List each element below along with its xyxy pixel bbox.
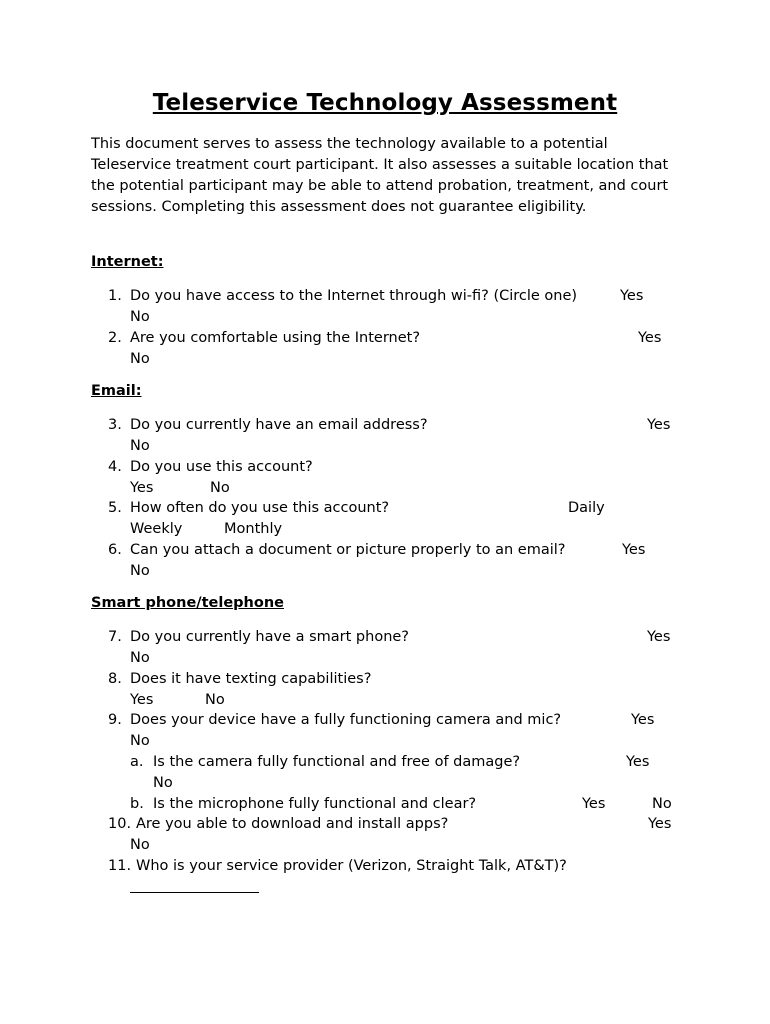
option-no[interactable]: No [130, 351, 150, 367]
question-number: 3. [108, 417, 122, 433]
option-yes[interactable]: Yes [647, 629, 671, 645]
question-number: 5. [108, 500, 122, 516]
option-no[interactable]: No [153, 775, 173, 791]
section-heading-phone: Smart phone/telephone [91, 595, 284, 611]
option-daily[interactable]: Daily [568, 500, 605, 516]
sub-question-letter: a. [130, 754, 144, 770]
question-number: 11. [108, 858, 132, 874]
question-number: 8. [108, 671, 122, 687]
question-11-text: Who is your service provider (Verizon, Straight Talk, AT&T)? [136, 858, 567, 874]
option-no[interactable]: No [130, 309, 150, 325]
option-no[interactable]: No [130, 733, 150, 749]
option-no[interactable]: No [130, 837, 150, 853]
option-yes[interactable]: Yes [620, 288, 644, 304]
sub-question-letter: b. [130, 796, 144, 812]
option-no[interactable]: No [652, 796, 672, 812]
option-yes[interactable]: Yes [130, 692, 154, 708]
option-yes[interactable]: Yes [648, 816, 672, 832]
option-no[interactable]: No [130, 650, 150, 666]
option-yes[interactable]: Yes [582, 796, 606, 812]
question-1-text: Do you have access to the Internet through wi-fi? (Circle one) [130, 288, 578, 304]
question-number: 4. [108, 459, 122, 475]
question-5-text: How often do you use this account? [130, 500, 390, 516]
question-number: 2. [108, 330, 122, 346]
option-yes[interactable]: Yes [638, 330, 662, 346]
option-yes[interactable]: Yes [647, 417, 671, 433]
option-yes[interactable]: Yes [631, 712, 655, 728]
question-number: 6. [108, 542, 122, 558]
question-number: 1. [108, 288, 122, 304]
option-no[interactable]: No [130, 438, 150, 454]
section-heading-email: Email: [91, 383, 142, 399]
option-no[interactable]: No [205, 692, 225, 708]
question-8-text: Does it have texting capabilities? [130, 671, 372, 687]
option-yes[interactable]: Yes [626, 754, 650, 770]
question-9a-text: Is the camera fully functional and free of damage? [153, 754, 521, 770]
option-no[interactable]: No [210, 480, 230, 496]
question-6-text: Can you attach a document or picture properly to an email? [130, 542, 566, 558]
question-9b-text: Is the microphone fully functional and clear? [153, 796, 477, 812]
option-yes[interactable]: Yes [130, 480, 154, 496]
question-number: 10. [108, 816, 132, 832]
section-heading-internet: Internet: [91, 254, 164, 270]
option-weekly[interactable]: Weekly [130, 521, 183, 537]
question-3-text: Do you currently have an email address? [130, 417, 428, 433]
question-7-text: Do you currently have a smart phone? [130, 629, 409, 645]
document-title: Teleservice Technology Assessment [152, 90, 618, 116]
question-number: 9. [108, 712, 122, 728]
question-2-text: Are you comfortable using the Internet? [130, 330, 421, 346]
option-no[interactable]: No [130, 563, 150, 579]
question-9-text: Does your device have a fully functioning camera and mic? [130, 712, 562, 728]
question-4-text: Do you use this account? [130, 459, 313, 475]
question-10-text: Are you able to download and install apps? [136, 816, 449, 832]
question-number: 7. [108, 629, 122, 645]
intro-paragraph: This document serves to assess the technology available to a potential Teleservice treatment court participant. It also assesses a suitable location that the potential participant may be able to attend probation, treatment, and court sessions. Completing this assessment does not guarantee eligibility. [91, 136, 669, 215]
option-monthly[interactable]: Monthly [224, 521, 283, 537]
option-yes[interactable]: Yes [622, 542, 646, 558]
answer-blank-line[interactable] [130, 892, 259, 893]
